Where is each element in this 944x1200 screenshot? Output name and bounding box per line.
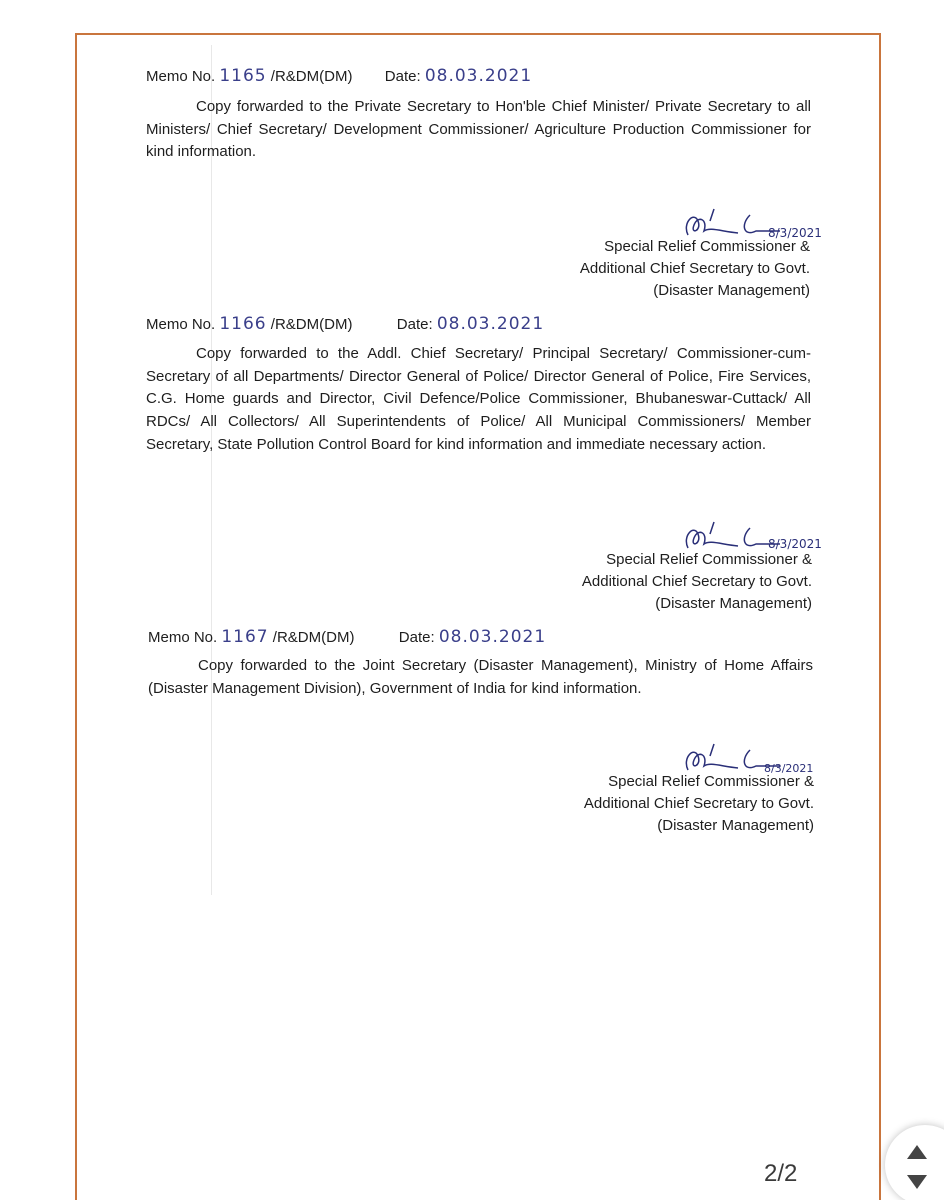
signatory-designation: Additional Chief Secretary to Govt. [579,260,810,277]
memo-suffix: /R&DM(DM) [270,68,353,85]
page-margin-line [211,45,212,895]
memo-suffix: /R&DM(DM) [272,629,355,646]
memo-number: 1167 [221,627,269,647]
signature-date: 8/3/2021 [768,537,822,551]
signatory-block [554,771,814,837]
signatory-title: Special Relief Commissioner & [606,551,812,568]
signature-date: 8/3/2021 [768,226,822,240]
signatory-department: (Disaster Management) [653,282,810,299]
memo-number: 1166 [219,314,267,334]
memo-date: 08.03.2021 [436,314,545,334]
memo-suffix: /R&DM(DM) [270,316,353,333]
signatory-title: Special Relief Commissioner & [604,238,810,255]
signatory-title: Special Relief Commissioner & [608,773,814,790]
memo-header [146,314,544,334]
memo-date-label: Date: [384,68,421,85]
memo-header [146,66,532,86]
memo-body: Copy forwarded to the Addl. Chief Secretary/ Principal Secretary/ Commissioner-cum-Secretary of all Departments/ Director General of Police/ Director General of Police, Fire Services, C.G. Home guards and Director, Civil Defence/Police Commissioner, Bhubaneswar-Cuttack/ All RDCs/ All Collectors/ All Superintendents of Police/ All Municipal Commissioners/ Member Secretary, State Pollution Control Board for kind information and immediate necessary action. [146,345,811,453]
memo-label: Memo No. [146,316,216,333]
signatory-department: (Disaster Management) [655,595,812,612]
signatory-block [550,236,810,302]
page-indicator: 2/2 [764,1160,798,1187]
memo-body: Copy forwarded to the Joint Secretary (Disaster Management), Ministry of Home Affairs (Disaster Management Division), Government of India for kind information. [148,657,813,697]
memo-date-label: Date: [396,316,433,333]
memo-header [148,627,546,647]
signature-date: 8/3/2021 [764,762,814,775]
memo-label: Memo No. [146,68,216,85]
chevron-down-icon [907,1175,927,1189]
signatory-department: (Disaster Management) [657,817,814,834]
memo-date-label: Date: [398,629,435,646]
memo-number: 1165 [219,66,267,86]
memo-body: Copy forwarded to the Private Secretary to Hon'ble Chief Minister/ Private Secretary to all Ministers/ Chief Secretary/ Development Commissioner/ Agriculture Production Commissioner for kind information. [146,98,811,161]
signatory-block [552,549,812,615]
signatory-designation: Additional Chief Secretary to Govt. [583,795,814,812]
signatory-designation: Additional Chief Secretary to Govt. [581,573,812,590]
memo-label: Memo No. [148,629,218,646]
chevron-up-icon [907,1145,927,1159]
memo-date: 08.03.2021 [424,66,533,86]
memo-date: 08.03.2021 [438,627,547,647]
scroll-up-button[interactable] [885,1125,944,1200]
